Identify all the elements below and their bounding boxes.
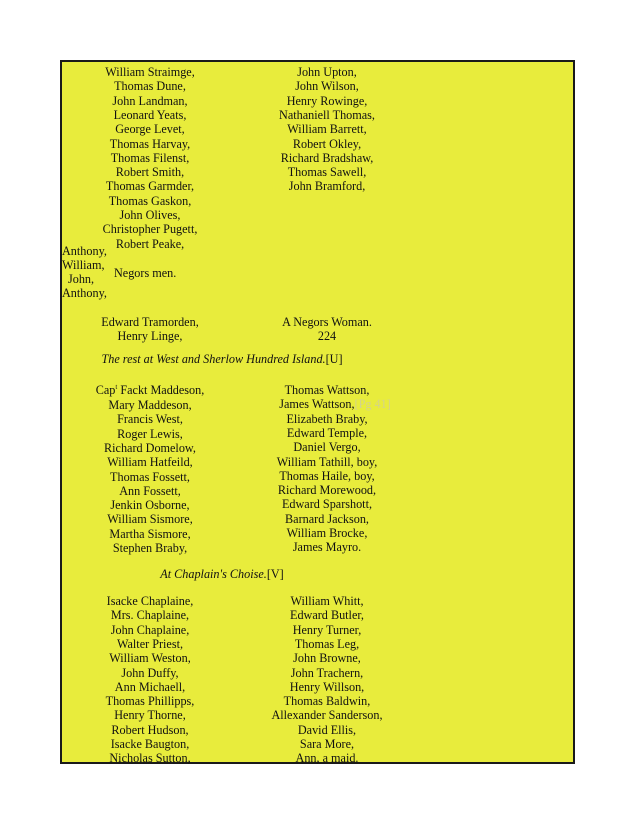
name-entry: Thomas Harvay, — [109, 136, 191, 151]
name-entry: William Brocke, — [286, 526, 368, 540]
name-entry: Martha Sismore, — [109, 526, 191, 541]
document-page — [60, 60, 575, 764]
name-entry: Ann Fossett, — [119, 483, 181, 498]
name-entry: Leonard Yeats, — [113, 107, 187, 122]
name-entry: Isacke Baugton, — [110, 737, 190, 751]
name-entry: Edward Temple, — [286, 425, 368, 440]
name-entry: Daniel Vergo, — [293, 440, 361, 455]
negro-name-entry: William, — [62, 258, 105, 272]
name-entry: John Olives, — [119, 208, 181, 222]
name-entry: James Mayro. — [292, 540, 362, 555]
name-entry: Henry Linge, — [117, 329, 183, 344]
captain-sup: t — [115, 383, 118, 391]
name-entry: Henry Rowinge, — [286, 93, 368, 108]
name-entry: Henry Thorne, — [114, 708, 186, 723]
name-entry: Thomas Leg, — [294, 636, 360, 651]
name-text: James Wattson, — [279, 397, 355, 412]
name-entry: Thomas Wattson, — [284, 383, 370, 397]
name-entry: William Barrett, — [287, 122, 367, 137]
heading-note: [U] — [325, 352, 343, 366]
name-entry: Thomas Phillipps, — [105, 694, 195, 709]
name-entry: Nathaniell Thomas, — [279, 107, 375, 122]
name-entry: Richard Domelow, — [104, 440, 196, 455]
name-entry: Henry Turner, — [292, 622, 362, 637]
heading-text: The rest at West and Sherlow Hundred Island. — [101, 352, 326, 366]
name-entry: George Levet, — [115, 122, 185, 137]
name-entry: Elizabeth Braby, — [286, 411, 368, 426]
negro-label: Negors men. — [114, 266, 177, 280]
name-entry: Thomas Gaskon, — [108, 193, 192, 208]
name-entry: William Tathill, boy, — [276, 454, 378, 469]
section-heading-chaplains-choise — [62, 567, 382, 581]
name-entry: John Browne, — [293, 651, 361, 666]
name-entry: John Duffy, — [121, 665, 179, 680]
heading-note: [V] — [266, 567, 284, 581]
name-entry: Barnard Jackson, — [285, 511, 369, 526]
captain-name — [62, 383, 238, 397]
name-entry: John Bramford, — [288, 179, 366, 194]
name-entry: Walter Priest, — [116, 636, 184, 651]
name-entry: Nicholas Sutton, — [109, 751, 191, 766]
name-entry: Allexander Sanderson, — [271, 708, 383, 723]
name-entry: Robert Hudson, — [111, 722, 189, 737]
negro-name-entry: Anthony, — [62, 286, 107, 300]
negro-name-entry: Anthony, — [62, 244, 107, 258]
name-entry: Ann Michaell, — [114, 679, 186, 694]
name-entry: John Chaplaine, — [110, 622, 190, 637]
name-entry: A Negors Woman. — [282, 315, 372, 329]
name-entry: Thomas Garmder, — [105, 179, 195, 194]
captain-prefix: Cap — [95, 383, 116, 397]
name-entry: William Hatfeild, — [107, 455, 193, 470]
section-heading-west-sherlow — [62, 352, 382, 366]
name-entry — [268, 397, 402, 411]
name-entry: John Landman, — [112, 93, 188, 108]
name-entry: Thomas Fossett, — [110, 469, 190, 484]
name-entry: Francis West, — [117, 412, 183, 427]
name-entry: William Whitt, — [290, 594, 364, 608]
name-entry: Stephen Braby, — [112, 541, 188, 555]
name-entry: Thomas Sawell, — [287, 165, 367, 180]
name-entry: John Wilson, — [295, 79, 359, 94]
name-entry: William Sismore, — [107, 512, 193, 527]
name-entry: Sara More, — [299, 737, 355, 751]
name-entry: Thomas Haile, boy, — [279, 468, 375, 483]
name-entry: Edward Sparshott, — [281, 497, 373, 512]
name-entry: John Upton, — [297, 65, 357, 79]
negro-name-entry: John, — [68, 272, 95, 286]
name-entry: John Trachern, — [290, 665, 364, 680]
name-entry: Robert Okley, — [292, 136, 362, 151]
name-entry: Thomas Baldwin, — [283, 694, 371, 709]
name-entry: Roger Lewis, — [117, 426, 183, 441]
name-entry: Christopher Pugett, — [102, 222, 198, 237]
name-entry: Edward Tramorden, — [101, 315, 199, 329]
page-marker: [Pg 41] — [354, 397, 391, 412]
name-entry: William Straimge, — [105, 65, 195, 79]
name-entry: Isacke Chaplaine, — [106, 594, 194, 608]
name-entry: Ann, a maid. — [295, 751, 359, 766]
name-entry: Mary Maddeson, — [108, 398, 192, 412]
name-entry: Richard Bradshaw, — [280, 150, 374, 165]
name-entry: Robert Smith, — [115, 165, 185, 180]
name-entry: Henry Willson, — [289, 679, 365, 694]
name-entry: Thomas Filenst, — [110, 150, 190, 165]
captain-rest: Fackt Maddeson, — [117, 383, 205, 397]
name-entry: David Ellis, — [297, 722, 357, 737]
name-entry: Mrs. Chaplaine, — [110, 608, 190, 623]
name-entry: Richard Morewood, — [277, 483, 377, 498]
heading-text: At Chaplain's Choise. — [160, 567, 267, 581]
name-entry: Robert Peake, — [115, 236, 185, 251]
name-entry: Edward Butler, — [290, 608, 364, 623]
name-entry: Jenkin Osborne, — [110, 498, 190, 513]
name-entry: 224 — [317, 329, 337, 344]
name-entry: Thomas Dune, — [114, 79, 186, 94]
name-entry: William Weston, — [109, 651, 191, 666]
